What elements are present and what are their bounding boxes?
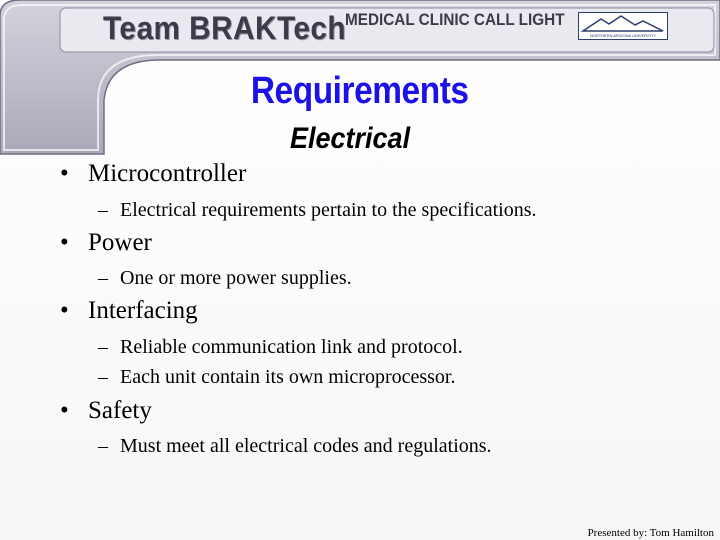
university-logo-text: NORTHERN ARIZONA UNIVERSITY (589, 33, 657, 38)
bullet-icon: • (60, 160, 69, 187)
dash-icon: – (98, 336, 108, 358)
bullet-icon: • (60, 297, 69, 324)
slide-title (0, 70, 720, 113)
dash-icon: – (98, 435, 108, 457)
bullet-icon: • (60, 397, 69, 424)
presenter-credit: Presented by: Tom Hamilton (587, 527, 714, 539)
slide-subtitle: Electrical (290, 122, 411, 155)
university-logo (578, 12, 668, 40)
mountain-icon (579, 13, 667, 33)
dash-icon: – (98, 366, 108, 388)
dash-icon: – (98, 199, 108, 221)
brand-title-text: Team BRAKTech (103, 9, 347, 46)
bullet-icon: • (60, 229, 69, 256)
slide-title-text: Requirements (251, 70, 469, 112)
dash-icon: – (98, 267, 108, 289)
brand-subtitle: MEDICAL CLINIC CALL LIGHT (345, 10, 565, 29)
slide: Team BRAKTech MEDICAL CLINIC CALL LIGHT NORTHERN ARIZONA UNIVERSITY Requirements Electrical • Microcontroller – Electrical requirements pertain to the specifications. • Power – One or more power supplies. • Interfacing – Reliable communication link and protocol. – Each unit contain its own microprocessor. • Safety – Must meet all electrical codes and regulations. Presented by: Tom Hamilton (0, 0, 720, 540)
brand-title (103, 8, 364, 48)
